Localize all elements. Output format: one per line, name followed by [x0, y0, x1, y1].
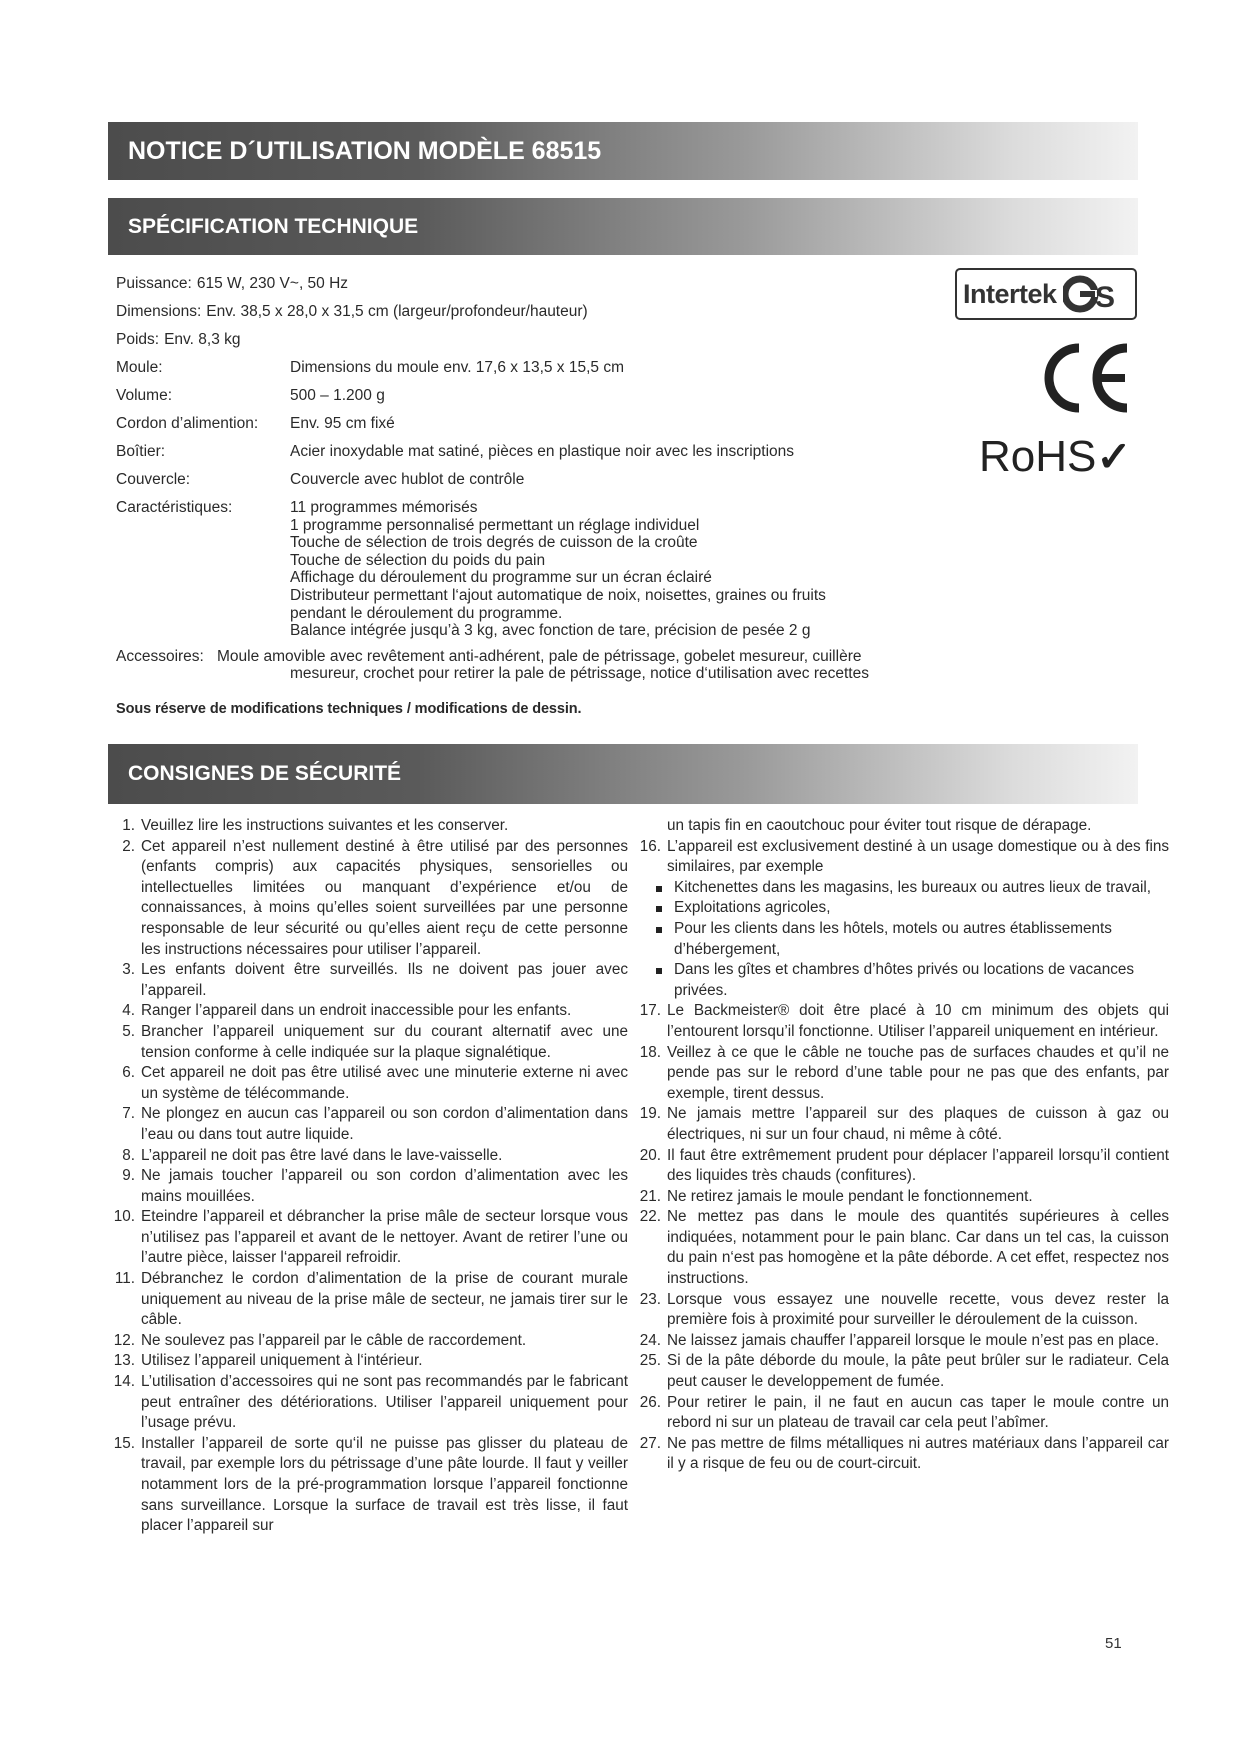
item-number: 17.: [639, 1002, 661, 1020]
svg-text:S: S: [1094, 281, 1115, 314]
item-text: Ne mettez pas dans le moule des quantités supérieures à celles indiquées, notamment pour le pain blanc. Car dans un tel cas, la cuisson du pain n‘est pas homogène et la pâte déborde. A cet effet, respectez nos instructions.: [667, 1208, 1169, 1288]
list-item: [108, 1063, 628, 1104]
check-icon: ✓: [1096, 433, 1132, 480]
item-number: 6.: [122, 1064, 135, 1082]
bullet-item: [634, 878, 1169, 899]
item-text: Ne jamais toucher l’appareil ou son cordon d’alimentation avec les mains mouillées.: [141, 1167, 628, 1205]
spec-value: Dimensions du moule env. 17,6 x 13,5 x 15,5 cm: [290, 359, 624, 376]
certification-logos: [955, 268, 1140, 482]
intertek-gs-logo: [955, 268, 1137, 320]
item-text: Cet appareil n’est nullement destiné à être utilisé par des personnes (enfants compris) aux capacités physiques, sensorielles ou intellectuelles limitées ou manquant d’expérience et/ou de connaissances, à moins qu’elles soient surveillées par une personne responsable de leur sécurité ou qu’elles aient reçu de cette personne les instructions nécessaires pour utiliser l’appareil.: [141, 837, 628, 958]
list-item: [634, 816, 1169, 837]
document-title: NOTICE D´UTILISATION MODÈLE 68515: [108, 122, 1138, 180]
item-number: 1.: [122, 817, 135, 834]
gs-mark-icon: [1063, 271, 1121, 317]
bullet-icon: [656, 927, 662, 933]
spec-label: Puissance:: [116, 275, 192, 292]
item-number: 21.: [639, 1187, 661, 1205]
feature-line: Balance intégrée jusqu’à 3 kg, avec fonction de tare, précision de pesée 2 g: [290, 622, 811, 640]
item-number: 13.: [113, 1352, 135, 1370]
item-text: Les enfants doivent être surveillés. Ils ne doivent pas jouer avec l’appareil.: [141, 961, 628, 999]
spec-label: Accessoires:: [116, 647, 204, 665]
spec-power: [116, 270, 936, 298]
item-text: Utilisez l’appareil uniquement à l‘intérieur.: [141, 1352, 423, 1370]
item-text: Veuillez lire les instructions suivantes et les conserver.: [141, 817, 509, 834]
item-number: 8.: [122, 1146, 135, 1164]
item-number: 11.: [114, 1270, 135, 1288]
item-number: 20.: [639, 1146, 661, 1164]
item-number: 22.: [639, 1208, 661, 1226]
safety-column-right: [634, 816, 1169, 1475]
item-number: 4.: [122, 1002, 135, 1020]
item-text: L’utilisation d’accessoires qui ne sont pas recommandés par le fabricant peut entraîner des détériorations. Utiliser l’appareil uniquement pour l’usage prévu.: [141, 1373, 628, 1432]
list-item: [634, 1043, 1169, 1105]
feature-line: 1 programme personnalisé permettant un réglage individuel: [290, 516, 700, 534]
spec-value: Env. 8,3 kg: [164, 331, 241, 348]
bullet-icon: [656, 886, 662, 892]
list-item: [634, 1393, 1169, 1434]
list-item: [108, 1166, 628, 1207]
spec-value: Acier inoxydable mat satiné, pièces en plastique noir avec les inscriptions: [290, 443, 795, 460]
item-number: 24.: [639, 1331, 661, 1349]
item-text: Pour retirer le pain, il ne faut en aucun cas taper le moule contre un rebord ni sur un plateau de travail car cela peut l’abîmer.: [667, 1393, 1169, 1432]
list-item: [634, 1351, 1169, 1392]
item-number: 25.: [639, 1352, 661, 1370]
spec-section: [116, 270, 936, 717]
rohs-logo: [979, 432, 1140, 482]
spec-value: Env. 38,5 x 28,0 x 31,5 cm (largeur/profondeur/hauteur): [206, 303, 588, 320]
spec-value: 500 – 1.200 g: [290, 387, 385, 404]
item-text: Cet appareil ne doit pas être utilisé avec une minuterie externe ni avec un système de télécommande.: [141, 1064, 628, 1102]
item-number: 12.: [113, 1331, 135, 1349]
item-number: 27.: [639, 1434, 661, 1452]
item-number: 26.: [639, 1393, 661, 1411]
spec-accessories: [116, 648, 936, 683]
spec-volume: [116, 382, 936, 410]
list-item: [108, 1434, 628, 1537]
list-item: [108, 1269, 628, 1331]
spec-value: Env. 95 cm fixé: [290, 415, 395, 432]
bullet-text: Kitchenettes dans les magasins, les bureaux ou autres lieux de travail,: [674, 878, 1152, 896]
list-item: [108, 1207, 628, 1269]
item-number: 7.: [122, 1105, 135, 1123]
list-item: [634, 837, 1169, 878]
bullet-item: [634, 898, 1169, 919]
list-item: [634, 1290, 1169, 1331]
bullet-icon: [656, 968, 662, 974]
feature-line: Distributeur permettant l‘ajout automatique de noix, noisettes, graines ou fruits: [290, 586, 826, 604]
bullet-text: Pour les clients dans les hôtels, motels ou autres établissements d’hébergement,: [674, 919, 1112, 958]
list-item: [634, 1207, 1169, 1289]
page-number: 51: [1105, 1635, 1122, 1652]
item-number: 19.: [639, 1105, 661, 1123]
item-number: 15.: [113, 1434, 135, 1452]
item-number: 2.: [122, 837, 135, 855]
feature-line: pendant le déroulement du programme.: [290, 604, 563, 622]
item-text: Il faut être extrêmement prudent pour déplacer l’appareil lorsqu’il contient des liquides très chauds (confitures).: [667, 1146, 1169, 1185]
item-text: Ne jamais mettre l’appareil sur des plaques de cuisson à gaz ou électriques, ni sur un four chaud, ni même à côté.: [667, 1105, 1169, 1143]
list-item: [634, 1146, 1169, 1187]
list-item: [108, 816, 628, 837]
item-number: 23.: [639, 1290, 661, 1308]
reserve-note: Sous réserve de modifications techniques / modifications de dessin.: [116, 700, 582, 717]
bullet-item: [634, 919, 1169, 960]
bullet-list: [634, 878, 1169, 1002]
item-text: Ranger l’appareil dans un endroit inaccessible pour les enfants.: [141, 1002, 572, 1020]
spec-label: Cordon d’alimention:: [116, 415, 259, 432]
item-text: Débranchez le cordon d’alimentation de la prise de courant murale uniquement au niveau de la prise mâle de secteur, ne jamais tirer sur le câble.: [141, 1270, 628, 1329]
item-number: 16.: [639, 837, 661, 855]
item-text: Eteindre l’appareil et débrancher la prise mâle de secteur lorsque vous n’utilisez pas l’appareil et avant de le nettoyer. Avant de retirer l’une ou l’autre pièce, laisser l‘appareil refroidir.: [141, 1208, 628, 1267]
item-text: L’appareil ne doit pas être lavé dans le lave-vaisselle.: [141, 1146, 503, 1164]
item-text: Brancher l’appareil uniquement sur du courant alternatif avec une tension conforme à celle indiquée sur la plaque signalétique.: [141, 1022, 628, 1061]
list-item: [108, 1104, 628, 1145]
bullet-text: Dans les gîtes et chambres d’hôtes privés ou locations de vacances privées.: [674, 961, 1135, 999]
intertek-logo-text: Intertek: [963, 278, 1057, 309]
list-item: [108, 1001, 628, 1022]
item-text: L’appareil est exclusivement destiné à un usage domestique ou à des fins similaires, par exemple: [667, 837, 1169, 876]
safety-column-left: [108, 816, 628, 1537]
spec-value: Couvercle avec hublot de contrôle: [290, 471, 525, 488]
safety-items-right: [634, 1001, 1169, 1475]
list-item: [634, 1434, 1169, 1475]
spec-label: Dimensions:: [116, 303, 202, 320]
item-number: 14.: [113, 1373, 135, 1391]
item-number: 5.: [122, 1022, 135, 1040]
item-number: 9.: [122, 1167, 135, 1185]
list-item: [108, 1022, 628, 1063]
list-item: [634, 1104, 1169, 1145]
spec-label: Caractéristiques:: [116, 499, 233, 516]
bullet-text: Exploitations agricoles,: [674, 899, 831, 917]
item-number: 10.: [113, 1208, 135, 1226]
spec-label: Poids:: [116, 331, 160, 348]
rohs-text: RoHS: [979, 432, 1097, 481]
spec-lid: [116, 466, 936, 494]
spec-label: Moule:: [116, 359, 163, 376]
spec-housing: [116, 438, 936, 466]
item-text: Si de la pâte déborde du moule, la pâte peut brûler sur le radiateur. Cela peut causer le developpement de fumée.: [667, 1352, 1169, 1391]
item-text: Ne retirez jamais le moule pendant le fonctionnement.: [667, 1187, 1033, 1205]
spec-value: 615 W, 230 V~, 50 Hz: [196, 275, 349, 292]
spec-value: Moule amovible avec revêtement anti-adhérent, pale de pétrissage, gobelet mesureur, cuillère mesureur, crochet pour retirer la pale de pétrissage, notice d‘utilisation avec recettes: [217, 647, 869, 683]
item-number: 18.: [639, 1043, 661, 1061]
safety-heading: CONSIGNES DE SÉCURITÉ: [108, 744, 1138, 804]
spec-label: Couvercle:: [116, 471, 191, 488]
spec-mould: [116, 354, 936, 382]
bullet-item: [634, 960, 1169, 1001]
item-text: Lorsque vous essayez une nouvelle recette, vous devez rester la première fois à proximité pour surveiller le déroulement de la cuisson.: [667, 1290, 1169, 1329]
spec-weight: [116, 326, 936, 354]
spec-heading: SPÉCIFICATION TECHNIQUE: [108, 198, 1138, 255]
spec-label: Boîtier:: [116, 443, 166, 460]
feature-line: Touche de sélection de trois degrés de cuisson de la croûte: [290, 534, 698, 552]
item-number: 3.: [122, 961, 135, 979]
list-item: [108, 1372, 628, 1434]
features-list: [290, 494, 936, 640]
item-text: Ne plongez en aucun cas l’appareil ou son cordon d’alimentation dans l’eau ou dans tout autre liquide.: [141, 1105, 628, 1143]
bullet-icon: [656, 906, 662, 912]
list-item: [108, 837, 628, 961]
feature-line: Touche de sélection du poids du pain: [290, 551, 546, 569]
list-item: [108, 1331, 628, 1352]
list-item: [108, 1146, 628, 1167]
spec-cord: [116, 410, 936, 438]
item-text: Veillez à ce que le câble ne touche pas de surfaces chaudes et qu’il ne pende pas sur le rebord d’une table pour ne pas que des enfants, par exemple, tirent dessus.: [667, 1043, 1169, 1102]
list-item: [108, 1351, 628, 1372]
item-text: Installer l’appareil de sorte qu‘il ne puisse pas glisser du plateau de travail, par exemple lors du pétrissage d’une pâte lourde. Il faut y veiller notamment lors de la pré-programmation lorsque l’appareil fonctionne sans surveillance. Lorsque la surface de travail est très lisse, il faut placer l’appareil sur: [141, 1434, 628, 1535]
item-text: Ne soulevez pas l’appareil par le câble de raccordement.: [141, 1331, 527, 1349]
feature-line: Affichage du déroulement du programme sur un écran éclairé: [290, 569, 712, 587]
list-item: [634, 1187, 1169, 1208]
spec-label: Volume:: [116, 387, 173, 404]
list-item: [634, 1331, 1169, 1352]
list-item: [108, 960, 628, 1001]
item-text: Ne laissez jamais chauffer l’appareil lorsque le moule n’est pas en place.: [667, 1331, 1160, 1349]
continuation-text: un tapis fin en caoutchouc pour éviter tout risque de dérapage.: [667, 817, 1092, 834]
item-text: Ne pas mettre de films métalliques ni autres matériaux dans l’appareil car il y a risque de feu ou de court-circuit.: [667, 1434, 1169, 1473]
spec-dimensions: [116, 298, 936, 326]
spec-features: [116, 494, 936, 640]
ce-mark-icon: [1039, 338, 1131, 418]
item-text: Le Backmeister® doit être placé à 10 cm minimum des objets qui l’entourent lorsqu’il fonctionne. Utiliser l’appareil uniquement en intérieur.: [667, 1002, 1169, 1040]
list-item: [634, 1001, 1169, 1042]
feature-line: 11 programmes mémorisés: [290, 499, 478, 516]
